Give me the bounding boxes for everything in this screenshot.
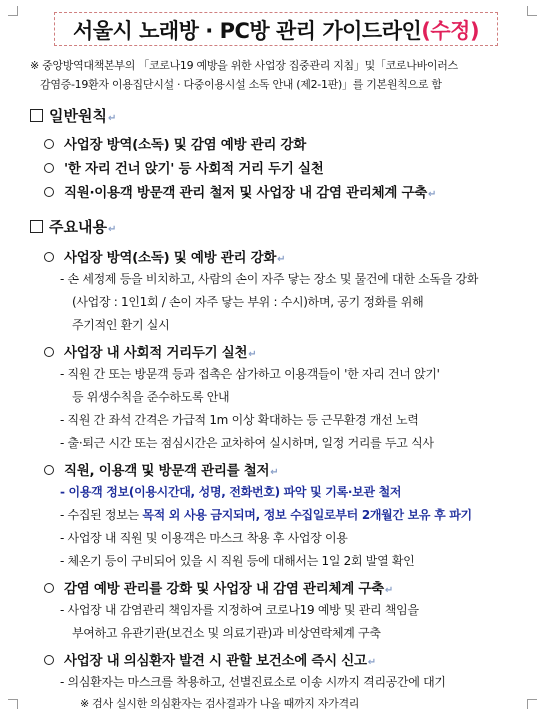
square-bullet-icon (30, 109, 43, 122)
content-line: (사업장 : 1인1회 / 손이 자주 닿는 부위 : 수시)하며, 공기 정화를 위해 (72, 295, 424, 309)
content-note: ※ 검사 실시한 의심환자는 검사결과가 나올 때까지 자가격리 (80, 697, 360, 710)
subsection-title: 직원, 이용객 및 방문객 관리를 철저↵ (44, 459, 278, 479)
page-corner-mark (527, 699, 537, 709)
subsection-title: 사업장 내 사회적 거리두기 실천↵ (44, 341, 256, 361)
content-line: - 손 세정제 등을 비치하고, 사람의 손이 자주 닿는 장소 및 물건에 대한 소독을 강화 (60, 272, 479, 286)
section-heading-general: 일반원칙↵ (30, 105, 116, 126)
circle-bullet-icon (44, 347, 54, 357)
paragraph-mark-icon: ↵ (427, 189, 437, 200)
content-line: - 직원 간 또는 방문객 등과 접촉은 삼가하고 이용객들이 '한 자리 건너 앉기' (60, 367, 440, 381)
content-line: - 수집된 정보는 목적 외 사용 금지되며, 정보 수집일로부터 2개월간 보유 후 파기 (60, 508, 472, 522)
content-line: - 출·퇴근 시간 또는 점심시간은 교차하여 실시하며, 일정 거리를 두고 식사 (60, 436, 434, 450)
preamble-note-line-1: ※ 중앙방역대책본부의 「코로나19 예방을 위한 사업장 집중관리 지침」및「코로나바이러스 (30, 59, 458, 72)
general-item: '한 자리 건너 앉기' 등 사회적 거리 두기 실천 (44, 157, 323, 177)
content-line: - 사업장 내 직원 및 이용객은 마스크 착용 후 사업장 이용 (60, 531, 348, 545)
circle-bullet-icon (44, 187, 54, 197)
title-revision: (수정) (421, 19, 480, 43)
circle-bullet-icon (44, 139, 54, 149)
circle-bullet-icon (44, 655, 54, 665)
page-corner-mark (8, 6, 18, 16)
title-main: 서울시 노래방 · PC방 관리 가이드라인 (72, 19, 422, 43)
content-line-highlight: - 이용객 정보(이용시간대, 성명, 전화번호) 파악 및 기록·보관 철저 (60, 485, 402, 499)
subsection-title: 사업장 내 의심환자 발견 시 관할 보건소에 즉시 신고↵ (44, 649, 376, 669)
content-line: 부여하고 유관기관(보건소 및 의료기관)과 비상연락체계 구축 (72, 626, 381, 640)
paragraph-mark-icon: ↵ (270, 467, 279, 478)
subsection-title: 사업장 방역(소독) 및 예방 관리 강화↵ (44, 246, 285, 266)
paragraph-mark-icon: ↵ (367, 657, 376, 668)
content-line: 주기적인 환기 실시 (72, 318, 170, 332)
content-line: - 의심환자는 마스크를 착용하고, 선별진료소로 이송 시까지 격리공간에 대기 (60, 675, 446, 689)
content-line: - 사업장 내 감염관리 책임자를 지정하여 코로나19 예방 및 관리 책임을 (60, 603, 419, 617)
highlight-text: 목적 외 사용 금지되며, 정보 수집일로부터 2개월간 보유 후 파기 (142, 508, 472, 522)
content-line: 등 위생수칙을 준수하도록 안내 (72, 390, 230, 404)
circle-bullet-icon (44, 252, 54, 262)
circle-bullet-icon (44, 465, 54, 475)
page-corner-mark (527, 6, 537, 16)
paragraph-mark-icon: ↵ (107, 224, 117, 235)
preamble-note-line-2: 감염증-19환자 이용집단시설 · 다중이용시설 소독 안내 (제2-1판)」를 기본원칙으로 함 (40, 78, 442, 91)
content-line: - 체온기 등이 구비되어 있을 시 직원 등에 대해서는 1일 2회 발열 확인 (60, 554, 415, 568)
paragraph-mark-icon: ↵ (277, 254, 286, 265)
circle-bullet-icon (44, 163, 54, 173)
square-bullet-icon (30, 220, 43, 233)
page-title (55, 15, 497, 45)
page-corner-mark (8, 699, 18, 709)
paragraph-mark-icon: ↵ (107, 113, 117, 124)
paragraph-mark-icon: ↵ (248, 349, 257, 360)
general-item: 사업장 방역(소독) 및 감염 예방 관리 강화 (44, 133, 306, 153)
title-box (54, 12, 498, 46)
subsection-title: 감염 예방 관리를 강화 및 사업장 내 감염 관리체계 구축↵ (44, 577, 393, 597)
circle-bullet-icon (44, 583, 54, 593)
content-line: - 직원 간 좌석 간격은 가급적 1m 이상 확대하는 등 근무환경 개선 노력 (60, 413, 419, 427)
general-item: 직원·이용객 방문객 관리 철저 및 사업장 내 감염 관리체계 구축↵ (44, 181, 436, 201)
section-heading-main: 주요내용↵ (30, 216, 116, 237)
paragraph-mark-icon: ↵ (384, 585, 393, 596)
